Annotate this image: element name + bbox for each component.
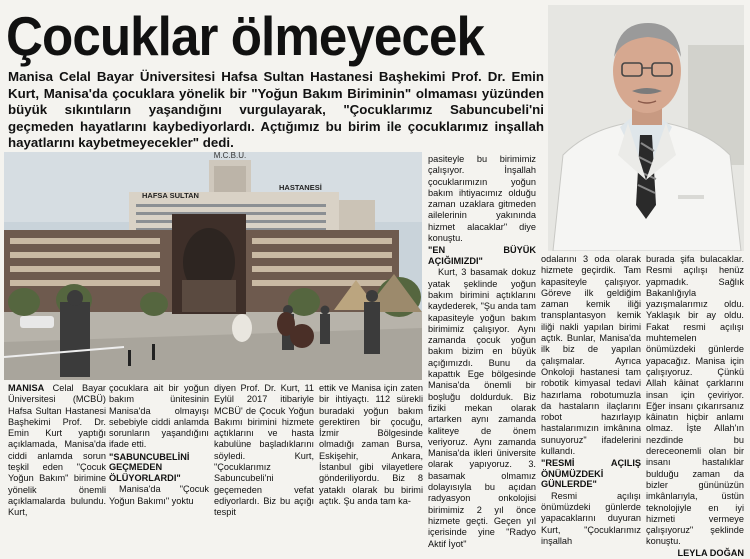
col5-subhead: "EN BÜYÜK AÇIĞIMIZDI" bbox=[428, 245, 536, 266]
col2-text-1: çocuklara ait bir yoğun bakım ünitesinin Manisa'da olmayışı sebebiyle ciddi anlamda sorunların yaşandığını ifade etti. bbox=[109, 383, 209, 450]
col4-text: ettik ve Manisa için zaten bir ihtiyaçtı. 112 sürekli buradaki yoğun bakım gerektiren bir çocuğu, İzmir Bölgesinde olmadığı zaman Bursa, Eskişehir, Ankara, İstanbul gibi vilayetlere gönderiliyordu. Biz 8 yataklı olarak bu birimi açtık. Şu anda tam ka- bbox=[319, 383, 423, 506]
col1-lead-word: MANISA bbox=[8, 383, 45, 393]
col1-text bbox=[8, 383, 106, 519]
sign-hafsa-sultan: HAFSA SULTAN bbox=[142, 191, 199, 200]
col5-text-1: pasiteyle bu birimimiz çalışıyor. İnşallah çocuklarımızın yoğun bakım ihtiyacımız olduğu zaman uzaklara gitmeden ailelerinin yakınında hizmet alacaklar" diye konuştu. bbox=[428, 154, 536, 244]
col7-text: burada şifa bulacaklar. Resmi açılışı henüz yapmadık. Sağlık Bakanlığıyla yazışmalarımız oldu. Yaklaşık bir ay oldu. Fakat resmi açılışı muhtemelen önümüzdeki günlerde yapacağız. Manisa için çalışıyoruz. Çünkü Allah kâinat çarklarını insan için çeviriyor. Eğer insanı çıkarırsanız kâinatın hiçbir anlamı olmaz. İşte Allah'ın nezdinde bu dereceonemli olan bir insanı hastalıklar bulduğu zaman da bizler gününüzün imkânlarıyla, üstün teknolojiyle en iyi hizmeti vermeye çalışıyoruz" şeklinde konuştu. bbox=[646, 254, 744, 547]
column-5 bbox=[428, 154, 536, 550]
col2-subhead: "SABUNCUBELİNİ GEÇMEDEN ÖLÜYORLARDI" bbox=[109, 451, 190, 483]
column-6 bbox=[541, 254, 641, 547]
col6-text-2: Resmi açılışı önümüzdeki günlerde yapacaklarını duyuran Kurt, "Çocuklarımız inşallah bbox=[541, 490, 641, 547]
sign-hastanesi: HASTANESİ bbox=[279, 183, 322, 192]
portrait-photo bbox=[548, 5, 744, 251]
col2-text-2: Manisa'da "Çocuk Yoğun Bakımı" yoktu bbox=[109, 484, 209, 506]
col6-text-1: odalarını 3 oda olarak hizmete geçirdik. Tam kapasiteyle çalışıyor. Göreve ilk geldiğim zaman kemik iliği transplantasyon kemik iliği nakli yapılan birimi açtık. Bunlar, Manisa'da ilk biz de yapılan çalışmalar. Ayrıca Onkoloji hastanesi tam robotik kimyasal tedavi hazırlama robotumuzla da hastaların ilaçlarını robot hazırlayıp hastalarımızın imkânına sunuyoruz" ifadelerini kullandı. bbox=[541, 254, 641, 457]
column-2 bbox=[109, 383, 209, 507]
lead-paragraph bbox=[8, 69, 544, 152]
byline: LEYLA DOĞAN bbox=[677, 547, 744, 558]
lead-text: Manisa Celal Bayar Üniversitesi Hafsa Sultan Hastanesi Başhekimi Prof. Dr. Emin Kurt, Manisa'da çocuklara yönelik bir "Yoğun Bakım Biriminin" olmaması yüzünden büyük sıkıntıların yaşandığını vurgulayarak, "Çocuklarımız Sabuncubeli'ni geçmeden hayatlarını kaybediyorlardı. Açtığımız bu birim ile çocuklarımız inşallah hayatlarını kaybetmeyecekler" dedi. bbox=[8, 69, 544, 150]
column-1 bbox=[8, 383, 106, 519]
col3-text: diyen Prof. Dr. Kurt, 11 Eylül 2017 itibariyle MCBÜ' de Çocuk Yoğun Bakımı birimini hizmete açtıklarını ve hasta kabulüne başladıklarını söyledi. Kurt, "Çocuklarımız Sabuncubeli'ni geçemeden vefat ediyorlardı. Biz bu açığı tespit bbox=[214, 383, 314, 518]
hospital-photo bbox=[4, 152, 422, 380]
sign-mcbu: M.C.B.Ü. bbox=[213, 152, 247, 160]
col6-subhead: "RESMİ AÇILIŞ ÖNÜMÜZDEKİ GÜNLERDE" bbox=[541, 458, 641, 490]
col5-text-2: Kurt, 3 basamak dokuz yatak şeklinde yoğun bakım birimini açtıklarını kaydederek, "Şu anda tam kapasiteyle yoğun bakım birimimiz çalışıyor. Aynı zamanda çocuk yoğun bakım bizim en büyük açığımızdı. Bunu da kapattık Ege bölgesinde Manisa'da önemli bir boşluğu doldurduk. Biz fiziki mekan olarak artarken aynı zamanda kaliteye de önem veriyoruz. Aynı zamanda Manisa'da ikleri üniversite olarak yapıyoruz. 3. basamak olmamız dolayısıyla bu açıdan radyasyon onkolojisi birimimiz 2 yıl önce hizmete geçti. Geçen yıl içerisinde yine "Radyo Aktif İyot" bbox=[428, 267, 536, 549]
col1-body: Celal Bayar Üniversitesi (MCBÜ) Hafsa Sultan Hastanesi Başhekimi Prof. Dr. Emin Kurt yaptığı açıklamada, Manisa'da ciddi anlamda sorun teşkil eden "Çocuk Yoğun Bakım" birimine yönelik önemli açıklamalarda bulundu. Kurt, bbox=[8, 383, 106, 518]
column-3 bbox=[214, 383, 314, 519]
headline: Çocuklar ölmeyecek bbox=[6, 5, 484, 67]
column-7 bbox=[646, 254, 744, 559]
